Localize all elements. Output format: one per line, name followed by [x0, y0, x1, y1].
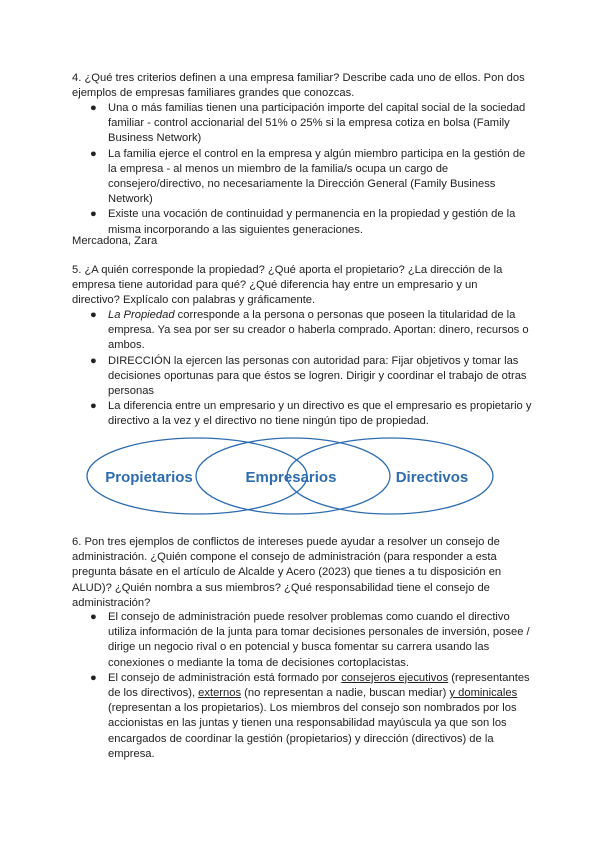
question-4-answers — [90, 101, 532, 238]
owners-label: Propietarios — [105, 469, 193, 486]
list-item: ● La diferencia entre un empresario y un directivo es que el empresario es propietario y directivo a la vez y el directivo no tiene ningún tipo de propiedad. — [90, 400, 532, 428]
examples-text: Mercadona, Zara — [72, 235, 158, 247]
question-5: 5. ¿A quién corresponde la propiedad? ¿Qué aporta el propietario? ¿La dirección de la empresa tiene autoridad para qué? ¿Qué diferencia hay entre un empresario y un directivo? Explícalo con palabras y gráficamente. — [72, 264, 503, 307]
question-6: 6. Pon tres ejemplos de conflictos de intereses puede ayudar a resolver un consejo de administración. ¿Quién compone el consejo de administración (para responder a esta pregunta básate en el artículo de Alcalde y Acero (2023) que tienes a tu disposición en ALUD)? ¿Quién nombra a sus miembros? ¿Qué responsabilidad tiene el consejo de administración? — [72, 536, 502, 609]
bullet-icon: ● — [90, 400, 97, 413]
list-item: ● La Propiedad corresponde a la persona o personas que poseen la titularidad de la empresa. Ya sea por ser su creador o haberla comprado. Aportan: dinero, recursos o ambos. — [90, 309, 529, 352]
question-6-answers — [90, 610, 532, 762]
underlined-term: externos — [198, 687, 242, 700]
venn-diagram — [80, 432, 500, 524]
bullet-icon: ● — [90, 102, 97, 114]
list-item: ● Existe una vocación de continuidad y permanencia en la propiedad y gestión de la misma incorporando a las siguientes generaciones. — [90, 208, 516, 236]
bullet-icon: ● — [90, 309, 97, 321]
list-item: ● El consejo de administración está formado por consejeros ejecutivos (representantes de los directivos), externos (no representan a nadie, buscan mediar) y dominicales (representan a los propietarios). Los miembros del consejo son nombrados por los accionistas en las juntas y tienen una responsabilidad mayúscula ya que son los encargados de coordinar la gestión (propietarios) y dirección (directivos) de la empresa. — [90, 671, 530, 760]
list-item: ● Una o más familias tienen una participación importe del capital social de la sociedad familiar - control accionarial del 51% o 25% si la empresa cotiza en bolsa (Family Business Network) — [90, 102, 526, 145]
underlined-term: y dominicales — [449, 687, 518, 700]
question-4: 4. ¿Qué tres criterios definen a una empresa familiar? Describe cada uno de ellos. Pon dos ejemplos de empresas familiares grandes que conozcas. — [72, 72, 525, 100]
bullet-icon: ● — [90, 671, 97, 684]
entrepreneurs-label: Empresarios — [245, 469, 337, 486]
list-item: ● El consejo de administración puede resolver problemas como cuando el directivo utiliza información de la junta para tomar decisiones personales de inversión, posee / dirige un negocio rival o en potencial y busca fomentar su carrera usando las conexiones o mediante la toma de decisiones cortoplacistas. — [90, 611, 530, 669]
list-item: ● DIRECCIÓN la ejercen las personas con autoridad para: Fijar objetivos y tomar las decisiones oportunas para que éstos se logren. Dirigir y coordinar el trabajo de otras personas — [90, 354, 527, 398]
underlined-term: consejeros ejecutivos — [341, 671, 449, 684]
list-item: ● La familia ejerce el control en la empresa y algún miembro participa en la gestión de la empresa - al menos un miembro de la familia/s ocupa un cargo de consejero/directivo, no necesariamente la Dirección General (Family Business Network) — [90, 147, 526, 206]
bullet-icon: ● — [90, 147, 97, 160]
bullet-icon: ● — [90, 354, 97, 367]
question-5-answers — [90, 308, 532, 430]
bullet-icon: ● — [90, 611, 97, 623]
managers-label: Directivos — [395, 469, 469, 486]
bullet-icon: ● — [90, 208, 97, 221]
